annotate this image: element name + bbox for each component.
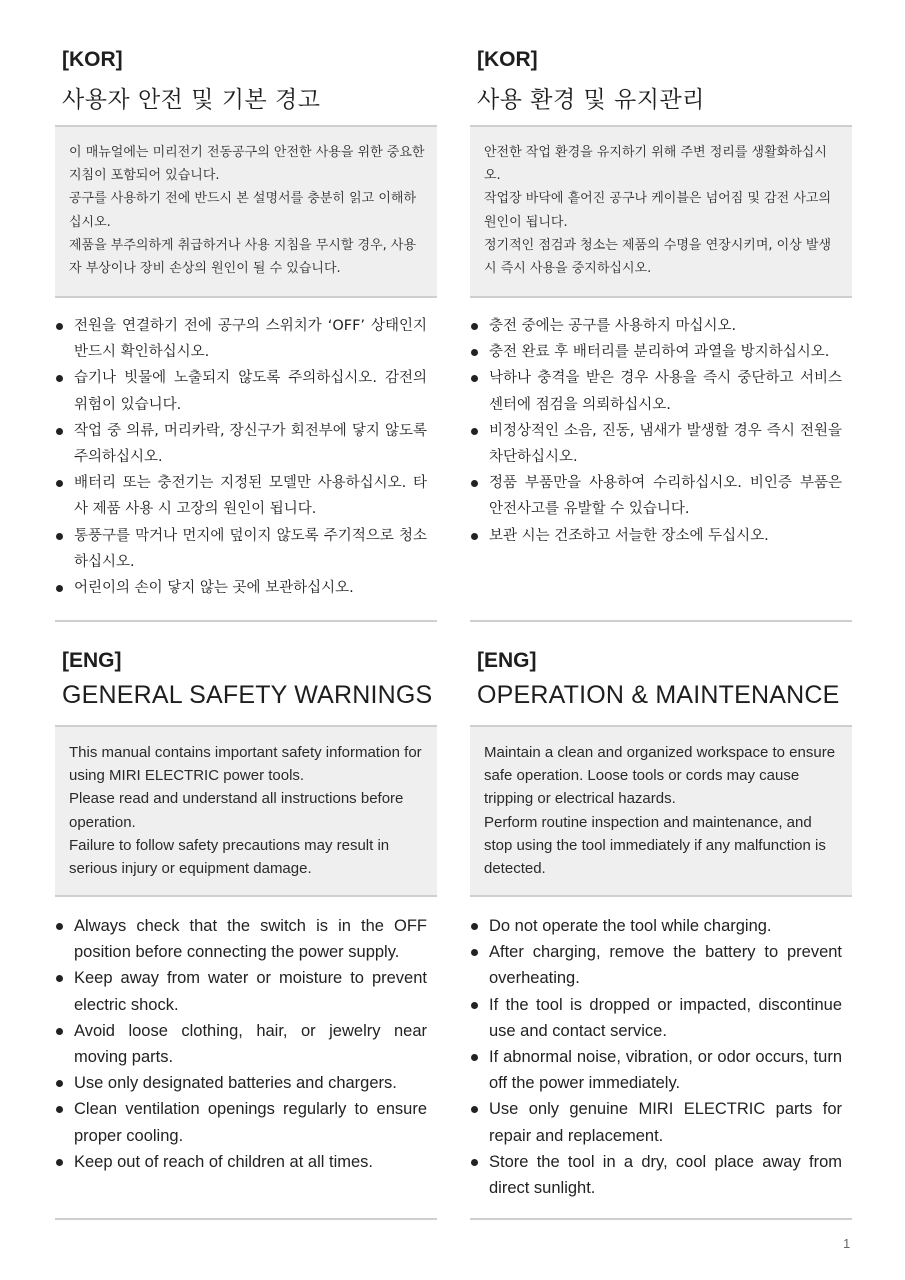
bullet-icon [471, 480, 478, 487]
bullet-icon [471, 949, 478, 956]
language-tag: [ENG] [477, 649, 537, 672]
bullet-list [470, 913, 842, 1201]
list-item [55, 365, 427, 417]
bullet-icon [471, 1159, 478, 1166]
list-item-text: Avoid loose clothing, hair, or jewelry near moving parts. [74, 1021, 427, 1067]
list-item [55, 1070, 427, 1096]
bullet-icon [56, 428, 63, 435]
list-item-text: Use only designated batteries and chargers. [74, 1074, 397, 1093]
bullet-icon [471, 349, 478, 356]
list-item [55, 418, 427, 470]
section-divider [470, 1218, 852, 1220]
list-item-text: If the tool is dropped or impacted, discontinue use and contact service. [489, 995, 842, 1040]
intro-paragraph: 안전한 작업 환경을 유지하기 위해 주변 정리를 생활화하십시오. [484, 145, 827, 184]
bullet-icon [471, 533, 478, 540]
bullet-icon [471, 428, 478, 435]
list-item [470, 1096, 842, 1148]
list-item-text: 낙하나 충격을 받은 경우 사용을 즉시 중단하고 서비스센터에 점검을 의뢰하십시오. [489, 370, 842, 413]
list-item-text: 정품 부품만을 사용하여 수리하십시오. 비인증 부품은 안전사고를 유발할 수 있습니다. [489, 475, 842, 518]
list-item [470, 339, 842, 365]
bullet-icon [471, 1106, 478, 1113]
bullet-list [470, 313, 842, 549]
list-item-text: 보관 시는 건조하고 서늘한 장소에 두십시오. [489, 527, 769, 544]
bullet-icon [471, 323, 478, 330]
bullet-icon [56, 923, 63, 930]
intro-box [470, 725, 852, 897]
list-item [470, 523, 842, 549]
list-item [55, 470, 427, 522]
intro-paragraph: Maintain a clean and organized workspace to ensure safe operation. Loose tools or cords may cause tripping or electrical hazards. [484, 744, 836, 808]
list-item-text: Clean ventilation openings regularly to ensure proper cooling. [74, 1100, 427, 1145]
intro-paragraph: 이 매뉴얼에는 미리전기 전동공구의 안전한 사용을 위한 중요한 지침이 포함되어 있습니다. [69, 145, 425, 184]
bullet-list [55, 313, 427, 601]
language-tag: [ENG] [62, 649, 122, 672]
intro-paragraph: 작업장 바닥에 흩어진 공구나 케이블은 넘어짐 및 감전 사고의 원인이 됩니다. [484, 191, 832, 230]
bullet-icon [56, 1159, 63, 1166]
section-divider [55, 1218, 437, 1220]
bullet-icon [56, 533, 63, 540]
list-item [55, 523, 427, 575]
bullet-icon [56, 1106, 63, 1113]
page-number: 1 [843, 1236, 851, 1251]
intro-paragraph: Failure to follow safety precautions may result in serious injury or equipment damage. [69, 836, 390, 878]
intro-paragraph: This manual contains important safety information for using MIRI ELECTRIC power tools. [69, 744, 422, 785]
list-item-text: 작업 중 의류, 머리카락, 장신구가 회전부에 닿지 않도록 주의하십시오. [74, 422, 427, 466]
list-item [470, 418, 842, 470]
list-item-text: Keep away from water or moisture to prevent electric shock. [74, 969, 427, 1014]
bullet-icon [471, 375, 478, 382]
list-item-text: 통풍구를 막거나 먼지에 덮이지 않도록 주기적으로 청소하십시오. [74, 527, 427, 570]
intro-paragraph: 정기적인 점검과 청소는 제품의 수명을 연장시키며, 이상 발생 시 즉시 사용을 중지하십시오. [484, 237, 832, 277]
list-item [470, 939, 842, 991]
language-tag: [KOR] [62, 48, 123, 71]
intro-paragraph: Please read and understand all instructions before operation. [69, 790, 404, 831]
section-divider [470, 620, 852, 622]
list-item-text: 충전 완료 후 배터리를 분리하여 과열을 방지하십시오. [489, 344, 830, 361]
list-item [55, 1018, 427, 1070]
section-title: OPERATION & MAINTENANCE [477, 681, 840, 709]
list-item [470, 365, 842, 417]
language-tag: [KOR] [477, 48, 538, 71]
section-divider [55, 620, 437, 622]
list-item [470, 1149, 842, 1201]
list-item-text: 습기나 빗물에 노출되지 않도록 주의하십시오. 감전의 위험이 있습니다. [74, 370, 427, 413]
list-item [55, 913, 427, 965]
list-item-text: Store the tool in a dry, cool place away from direct sunlight. [489, 1152, 842, 1198]
list-item [470, 313, 842, 339]
intro-paragraph: 공구를 사용하기 전에 반드시 본 설명서를 충분히 읽고 이해하십시오. [69, 191, 417, 230]
bullet-icon [56, 375, 63, 382]
list-item [55, 1096, 427, 1148]
section-title: GENERAL SAFETY WARNINGS [62, 681, 433, 709]
bullet-icon [471, 923, 478, 930]
list-item [470, 913, 842, 939]
list-item [55, 313, 427, 365]
bullet-icon [56, 975, 63, 982]
list-item-text: Keep out of reach of children at all times. [74, 1152, 373, 1171]
list-item-text: 충전 중에는 공구를 사용하지 마십시오. [489, 318, 737, 334]
list-item [55, 575, 427, 601]
list-item-text: Use only genuine MIRI ELECTRIC parts for repair and replacement. [489, 1100, 842, 1145]
list-item-text: After charging, remove the battery to prevent overheating. [489, 943, 842, 988]
list-item [470, 992, 842, 1044]
list-item [55, 1149, 427, 1175]
bullet-icon [56, 585, 63, 592]
list-item-text: 어린이의 손이 닿지 않는 곳에 보관하십시오. [74, 580, 354, 597]
intro-paragraph: Perform routine inspection and maintenance, and stop using the tool immediately if any malfunction is detected. [484, 813, 826, 878]
list-item-text: Do not operate the tool while charging. [489, 917, 772, 935]
list-item [470, 1044, 842, 1096]
section-title: 사용자 안전 및 기본 경고 [62, 87, 321, 113]
intro-box [470, 125, 852, 298]
list-item-text: Always check that the switch is in the OFF position before connecting the power supply. [74, 917, 427, 962]
intro-box [55, 725, 437, 897]
bullet-icon [56, 323, 63, 330]
bullet-icon [56, 1028, 63, 1035]
list-item-text: 전원을 연결하기 전에 공구의 스위치가 ‘OFF’ 상태인지 반드시 확인하십시오. [74, 318, 427, 361]
bullet-icon [471, 1002, 478, 1009]
intro-paragraph: 제품을 부주의하게 취급하거나 사용 지침을 무시할 경우, 사용자 부상이나 장비 손상의 원인이 될 수 있습니다. [69, 237, 417, 277]
bullet-list [55, 913, 427, 1175]
list-item-text: 비정상적인 소음, 진동, 냄새가 발생할 경우 즉시 전원을 차단하십시오. [489, 422, 842, 466]
list-item [55, 965, 427, 1017]
list-item-text: If abnormal noise, vibration, or odor occurs, turn off the power immediately. [489, 1048, 842, 1093]
section-title: 사용 환경 및 유지관리 [477, 87, 705, 113]
list-item-text: 배터리 또는 충전기는 지정된 모델만 사용하십시오. 타사 제품 사용 시 고장의 원인이 됩니다. [74, 475, 427, 518]
list-item [470, 470, 842, 522]
bullet-icon [471, 1054, 478, 1061]
bullet-icon [56, 480, 63, 487]
intro-box [55, 125, 437, 298]
bullet-icon [56, 1080, 63, 1087]
